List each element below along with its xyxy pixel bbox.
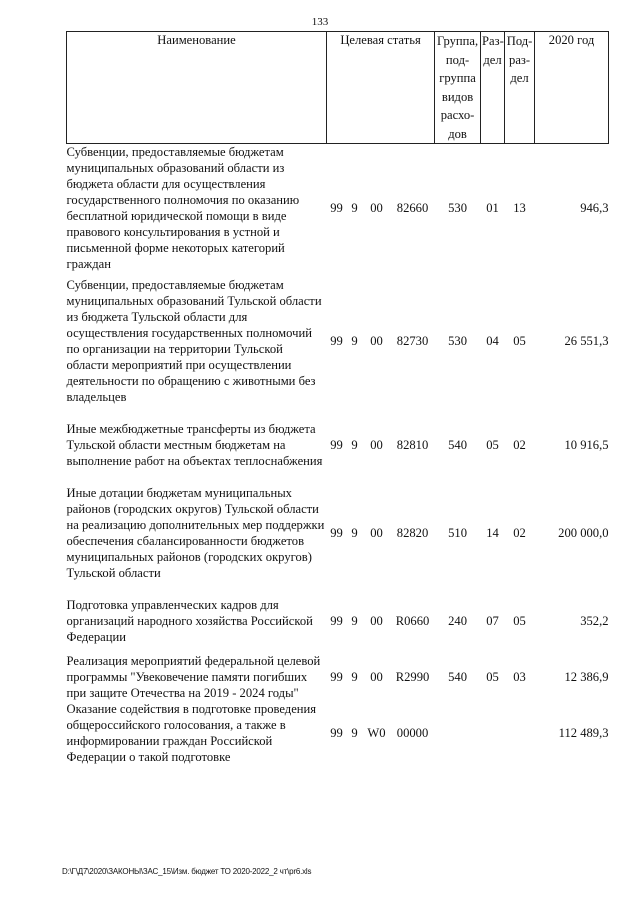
target-code-2: 9 bbox=[351, 438, 358, 452]
amount-2020: 352,2 bbox=[580, 614, 609, 628]
expense-group: 510 bbox=[448, 526, 467, 540]
expense-group: 540 bbox=[448, 670, 467, 684]
header-subsection bbox=[505, 32, 535, 144]
target-code-1: 99 bbox=[330, 614, 343, 628]
subsection-code: 05 bbox=[513, 334, 526, 348]
row-spacer bbox=[67, 645, 609, 653]
expense-group bbox=[435, 701, 481, 765]
amount-2020: 946,3 bbox=[580, 201, 609, 215]
amount-2020: 12 386,9 bbox=[564, 670, 609, 684]
section-code: 07 bbox=[486, 614, 499, 628]
target-code-3: 00 bbox=[370, 438, 383, 452]
target-code-4: 82820 bbox=[396, 526, 429, 540]
subsection-code: 02 bbox=[513, 438, 526, 452]
table-row bbox=[67, 421, 609, 469]
target-code-2: 9 bbox=[351, 334, 358, 348]
target-code-3: 00 bbox=[370, 614, 383, 628]
spacer-cell bbox=[67, 405, 609, 421]
row-name: Иные межбюджетные трансферты из бюджета Тульской области местным бюджетам на выполнение работ на объектах теплоснабжения bbox=[66, 422, 323, 468]
target-code-3: 00 bbox=[370, 670, 383, 684]
file-path-footer: D:\Г\Д7\2020\ЗАКОНЫ\ЗАС_15\Изм. бюджет ТО 2020-2022_2 чт\pr6.xls bbox=[62, 867, 312, 876]
budget-table bbox=[66, 31, 609, 781]
target-code-3: 00 bbox=[370, 201, 383, 215]
target-code-4: 82730 bbox=[396, 334, 429, 348]
expense-group: 240 bbox=[448, 614, 467, 628]
section-code: 04 bbox=[486, 334, 499, 348]
target-code-2: 9 bbox=[351, 526, 358, 540]
section-code bbox=[481, 701, 505, 765]
table-row bbox=[67, 277, 609, 405]
subsection-code: 02 bbox=[513, 526, 526, 540]
target-code-3: 00 bbox=[370, 526, 383, 540]
section-code: 14 bbox=[486, 526, 499, 540]
header-group bbox=[435, 32, 481, 144]
header-section-text: Раз-дел bbox=[482, 34, 504, 67]
row-name: Реализация мероприятий федеральной целевой программы "Увековечение памяти погибших при защите Отечества на 2019 - 2024 годы" bbox=[66, 654, 321, 700]
expense-group: 530 bbox=[448, 201, 467, 215]
target-code-4: 00000 bbox=[396, 726, 429, 740]
target-code-4: R0660 bbox=[395, 614, 430, 628]
row-spacer bbox=[67, 765, 609, 781]
table-row bbox=[67, 144, 609, 273]
amount-2020: 112 489,3 bbox=[558, 726, 609, 740]
target-code-1: 99 bbox=[330, 438, 343, 452]
row-name: Субвенции, предоставляемые бюджетам муниципальных образований области из бюджета области для осуществления государственного полномочия по оказанию бесплатной юридической помощи в виде правового консультирования в устной и письменной форме некоторых категорий граждан bbox=[66, 145, 300, 271]
header-target-article: Целевая статья bbox=[327, 32, 435, 144]
target-code-1: 99 bbox=[330, 334, 343, 348]
header-year: 2020 год bbox=[535, 32, 609, 144]
row-name: Иные дотации бюджетам муниципальных районов (городских округов) Тульской области на реализацию дополнительных мер поддержки обеспечения сбалансированности бюджетов муниципальных районов (городских округов) Тульской области bbox=[66, 486, 325, 580]
amount-2020: 26 551,3 bbox=[564, 334, 609, 348]
row-name: Субвенции, предоставляемые бюджетам муниципальных образований Тульской области из бюджета Тульской области для осуществления государственных полномочий по организации на территории Тульской области мероприятий при осуществлении деятельности по обращению с животными без владельцев bbox=[66, 278, 322, 404]
table-row bbox=[67, 653, 609, 701]
header-subsection-text: Под-раз-дел bbox=[506, 34, 533, 85]
target-code-1: 99 bbox=[330, 670, 343, 684]
table-row bbox=[67, 485, 609, 581]
target-code-2: 9 bbox=[351, 201, 358, 215]
section-code: 05 bbox=[486, 438, 499, 452]
target-code-1: 99 bbox=[330, 526, 343, 540]
row-name: Подготовка управленческих кадров для организаций народного хозяйства Российской Федерации bbox=[66, 598, 313, 644]
target-code-2: 9 bbox=[351, 726, 358, 740]
subsection-code bbox=[505, 701, 535, 765]
subsection-code: 05 bbox=[513, 614, 526, 628]
spacer-cell bbox=[67, 765, 609, 781]
table-row bbox=[67, 701, 609, 765]
target-code-3: W0 bbox=[367, 726, 386, 740]
target-code-4: 82660 bbox=[396, 201, 429, 215]
expense-group: 540 bbox=[448, 438, 467, 452]
target-code-1: 99 bbox=[330, 201, 343, 215]
table-row bbox=[67, 597, 609, 645]
subsection-code: 03 bbox=[513, 670, 526, 684]
spacer-cell bbox=[67, 645, 609, 653]
header-name: Наименование bbox=[67, 32, 327, 144]
row-spacer bbox=[67, 581, 609, 597]
target-code-1: 99 bbox=[330, 726, 343, 740]
row-spacer bbox=[67, 469, 609, 485]
target-code-4: 82810 bbox=[396, 438, 429, 452]
section-code: 05 bbox=[486, 670, 499, 684]
target-code-3: 00 bbox=[370, 334, 383, 348]
amount-2020: 10 916,5 bbox=[564, 438, 609, 452]
row-spacer bbox=[67, 405, 609, 421]
expense-group: 530 bbox=[448, 334, 467, 348]
spacer-cell bbox=[67, 581, 609, 597]
spacer-cell bbox=[67, 469, 609, 485]
subsection-code: 13 bbox=[513, 201, 526, 215]
section-code: 01 bbox=[486, 201, 499, 215]
target-code-4: R2990 bbox=[395, 670, 430, 684]
target-code-2: 9 bbox=[351, 614, 358, 628]
amount-2020: 200 000,0 bbox=[558, 526, 609, 540]
header-section bbox=[481, 32, 505, 144]
header-group-text: Группа, под-группа видов расхо-дов bbox=[436, 34, 479, 141]
page-number: 133 bbox=[311, 16, 329, 28]
header-row bbox=[67, 32, 609, 144]
target-code-2: 9 bbox=[351, 670, 358, 684]
row-name: Оказание содействия в подготовке проведения общероссийского голосования, а также в информировании граждан Российской Федерации о такой подготовке bbox=[66, 702, 317, 764]
